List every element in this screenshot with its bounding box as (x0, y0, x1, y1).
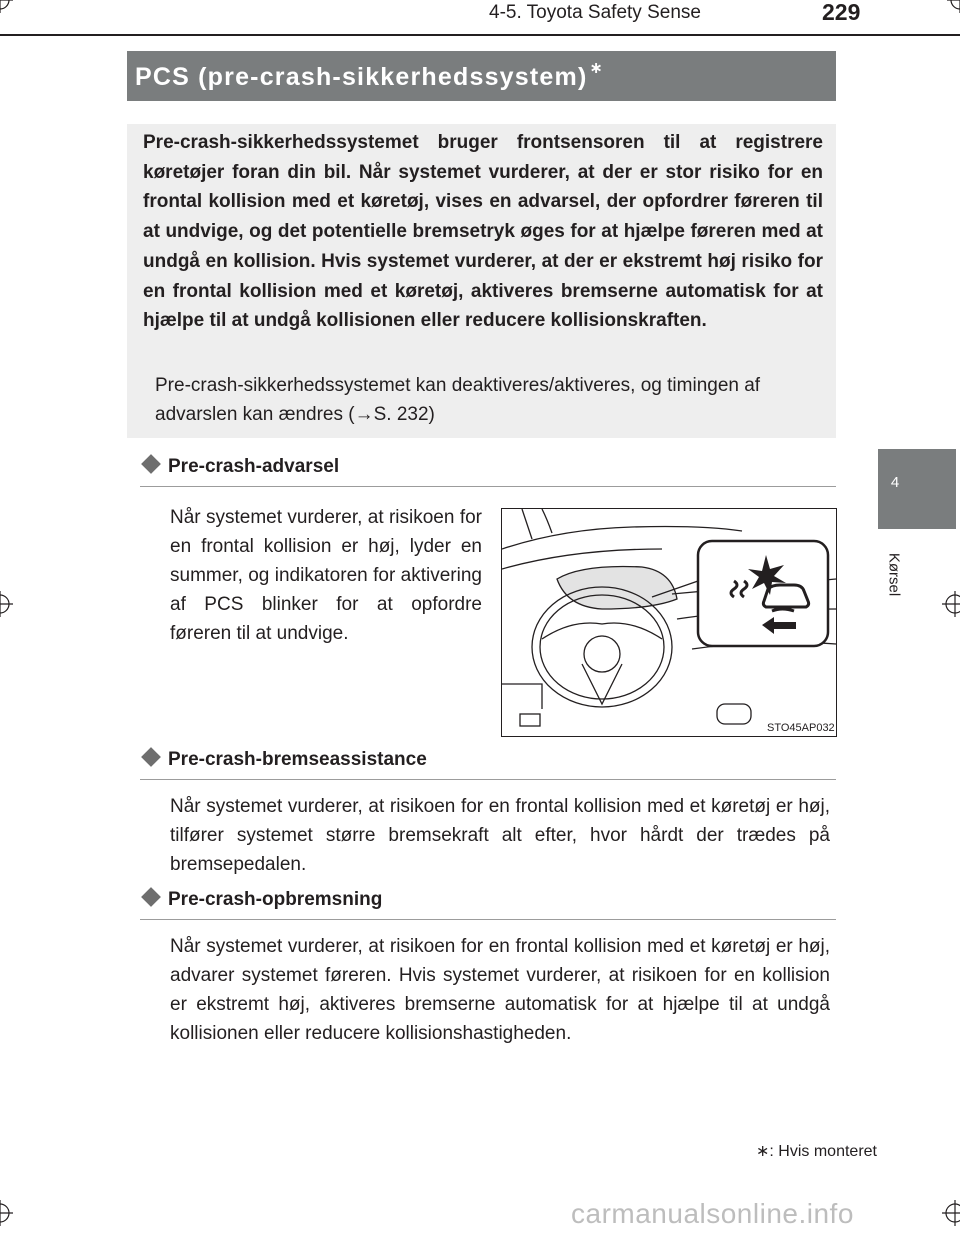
registration-mark-icon (947, 0, 960, 13)
diamond-bullet-icon (141, 454, 161, 474)
header-rule (0, 34, 960, 36)
chapter-label: Kørsel (885, 552, 903, 597)
registration-mark-icon (0, 1200, 13, 1226)
watermark: carmanualsonline.info (571, 1198, 854, 1229)
subheading-pre-crash-bremseassistance (140, 749, 836, 780)
subheading-label: Pre-crash-opbremsning (168, 889, 383, 910)
subheading-pre-crash-advarsel (140, 456, 836, 487)
chapter-number: 4 (890, 474, 900, 491)
page-title (135, 58, 604, 92)
illustration-code: STO45AP032 (767, 722, 835, 734)
footnote: ∗: Hvis monteret (756, 1143, 877, 1160)
intro-bold-text: Pre-crash-sikkerhedssystemet bruger frontsensoren til at registrere køretøjer foran din bil. Når systemet vurderer, at der er stor risiko for en frontal kollision med et køretøj, vises en advarsel, der opfordrer føreren til at undvige, og det potentielle bremsetryk øges for at hjælpe føreren med at undgå en kollision. Hvis systemet vurderer, at der er ekstremt høj risiko for en frontal kollision med et køretøj, aktiveres bremserne automatisk for at hjælpe til at undgå kollisionen eller reducere kollisionskraften. (143, 132, 823, 332)
page-number: 229 (822, 0, 861, 25)
section-body-pre-crash-opbremsning: Når systemet vurderer, at risikoen for en frontal kollision med et køretøj er høj, advarer systemet føreren. Hvis systemet vurderer, at risikoen for en kollision er ekstremt høj, aktiveres bremserne automatisk for at hjælpe til at undgå kollisionen eller reducere kollisionshastigheden. (170, 936, 830, 1044)
section-body-pre-crash-advarsel: Når systemet vurderer, at risikoen for en frontal kollision er høj, lyder en summer, og indikatoren for aktivering af PCS blinker for at opfordre føreren til at undvige. (170, 507, 482, 644)
registration-mark-icon (0, 0, 13, 13)
subheading-pre-crash-opbremsning (140, 889, 836, 920)
title-footnote-marker: ∗ (589, 60, 605, 77)
subheading-label: Pre-crash-bremseassistance (168, 749, 427, 770)
registration-mark-icon (0, 591, 13, 617)
intro-note-text: Pre-crash-sikkerhedssystemet kan deaktiveres/aktiveres, og timingen af advarslen kan ændres (→S. 232) (155, 375, 761, 425)
registration-mark-icon (942, 1200, 960, 1226)
page-title-text: PCS (pre-crash-sikkerhedssystem) (135, 63, 588, 91)
registration-mark-icon (942, 591, 960, 617)
diamond-bullet-icon (141, 887, 161, 907)
diamond-bullet-icon (141, 747, 161, 767)
pcs-warning-indicator-icon (714, 551, 818, 635)
running-header-section: 4-5. Toyota Safety Sense (489, 2, 701, 23)
dashboard-illustration (501, 508, 837, 737)
subheading-label: Pre-crash-advarsel (168, 456, 340, 477)
section-body-pre-crash-bremseassistance: Når systemet vurderer, at risikoen for en frontal kollision med et køretøj er høj, tilfører systemet større bremsekraft alt efter, hvor hårdt der trædes på bremsepedalen. (170, 796, 830, 875)
